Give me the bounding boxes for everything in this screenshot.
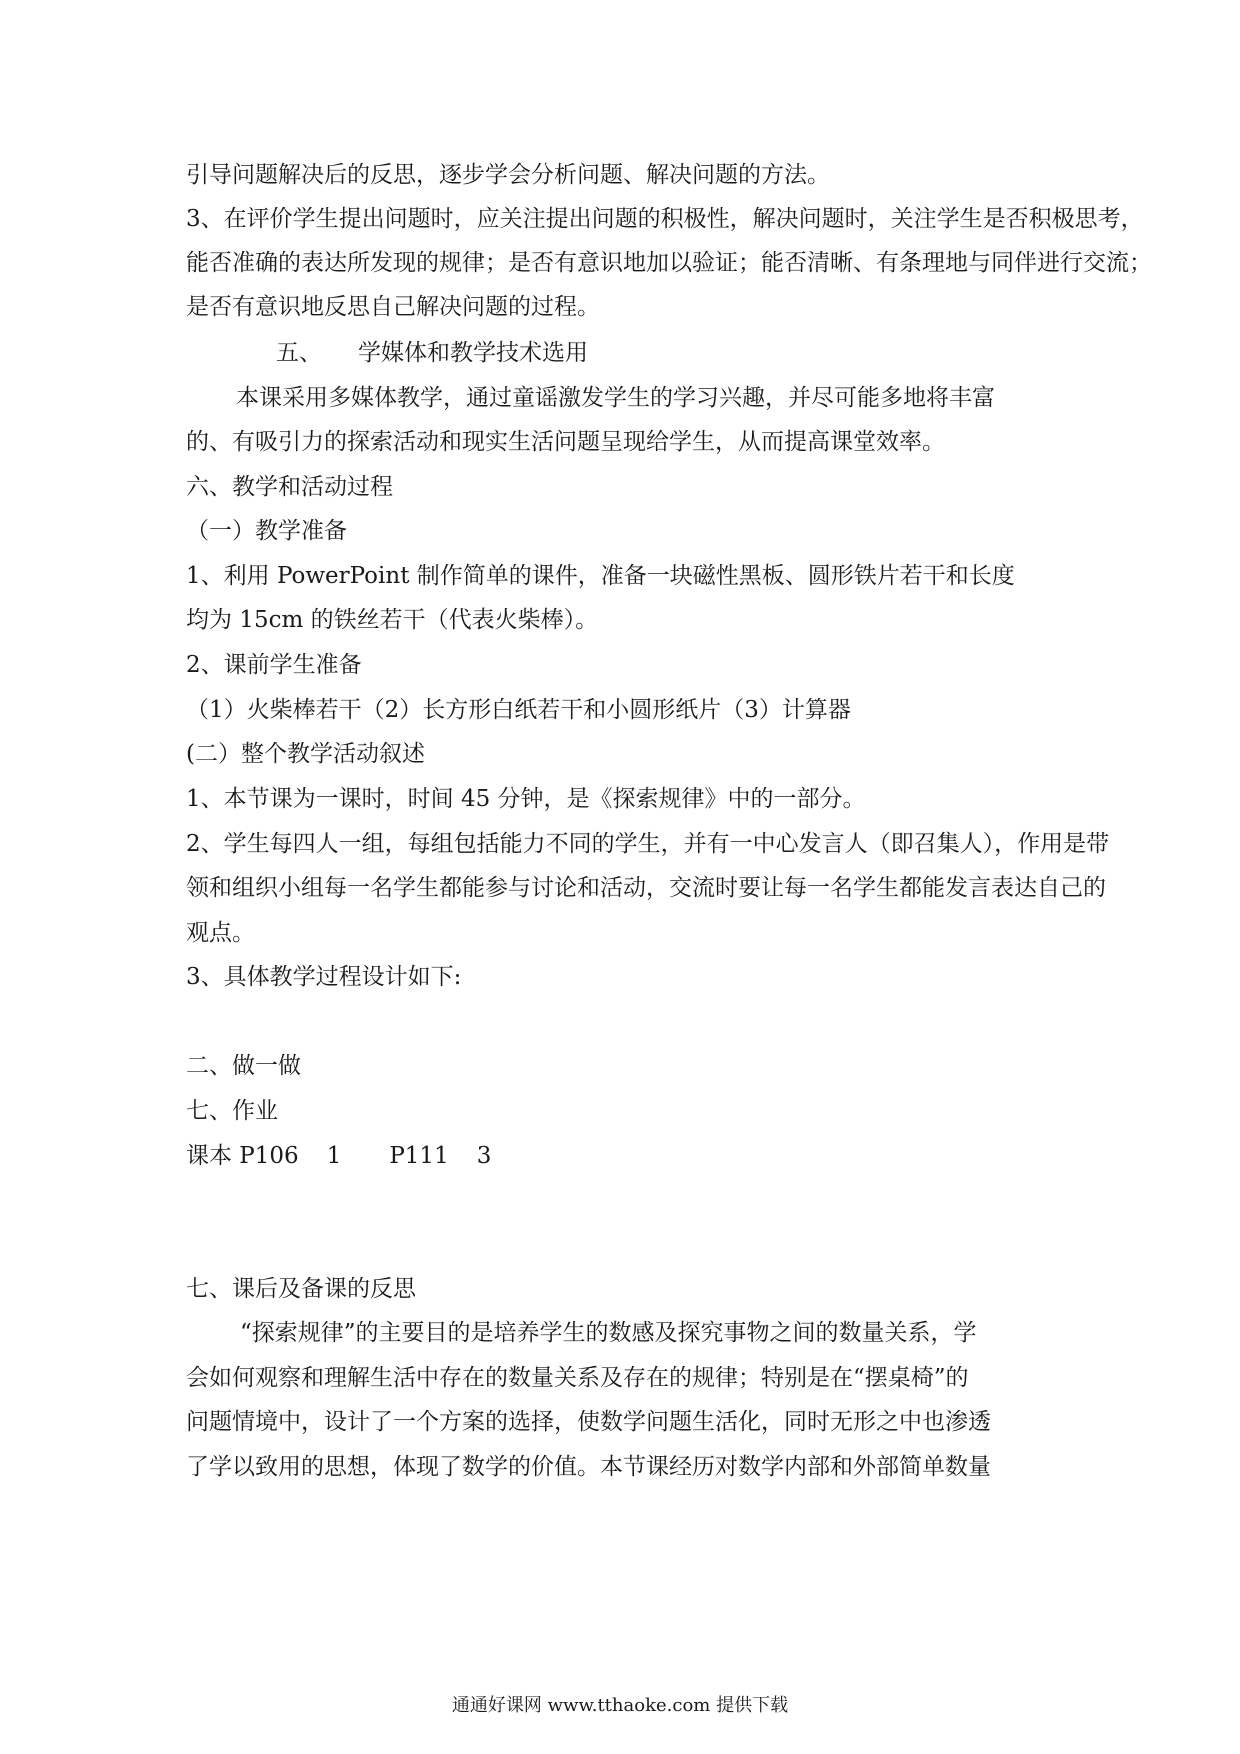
text-line: 3、在评价学生提出问题时，应关注提出问题的积极性，解决问题时，关注学生是否积极思考，: [186, 206, 1144, 232]
subsection-heading: （一）教学准备: [186, 518, 347, 544]
homework-part: P111: [389, 1143, 449, 1169]
text-line: 2、学生每四人一组，每组包括能力不同的学生，并有一中心发言人（即召集人），作用是带: [186, 831, 1110, 857]
text-line: （1）火柴棒若干（2）长方形白纸若干和小圆形纸片（3）计算器: [186, 697, 851, 723]
text-line: 2、课前学生准备: [186, 652, 362, 678]
section-title: 学媒体和教学技术选用: [358, 340, 588, 366]
homework-part: 3: [476, 1143, 492, 1169]
homework-content: [186, 1141, 519, 1171]
text-line: 了学以致用的思想，体现了数学的价值。本节课经历对数学内部和外部简单数量: [186, 1454, 991, 1480]
page-footer: 通通好课网 www.tthaoke.com 提供下载: [451, 1695, 789, 1716]
text-line: 本课采用多媒体教学，通过童谣激发学生的学习兴趣，并尽可能多地将丰富: [236, 385, 995, 411]
text-line: 是否有意识地反思自己解决问题的过程。: [186, 294, 600, 320]
text-line: 1、本节课为一课时，时间 45 分钟，是《探索规律》中的一部分。: [186, 786, 866, 812]
text-line: 3、具体教学过程设计如下:: [186, 964, 462, 990]
section-heading-5: [276, 338, 588, 368]
text-line: 均为 15cm 的铁丝若干（代表火柴棒）。: [186, 607, 599, 633]
homework-part: 1: [326, 1143, 342, 1169]
section-heading: 二、做一做: [186, 1053, 301, 1079]
text-line: 观点。: [186, 920, 255, 946]
homework-heading: 七、作业: [186, 1098, 278, 1124]
subsection-heading: (二）整个教学活动叙述: [186, 741, 425, 767]
text-line: 领和组织小组每一名学生都能参与讨论和活动，交流时要让每一名学生都能发言表达自己的: [186, 875, 1106, 901]
section-heading-6: 六、教学和活动过程: [186, 474, 393, 500]
text-line: 能否准确的表达所发现的规律；是否有意识地加以验证；能否清晰、有条理地与同伴进行交流；: [186, 250, 1152, 276]
text-line: 问题情境中，设计了一个方案的选择，使数学问题生活化，同时无形之中也渗透: [186, 1409, 991, 1435]
text-line: 会如何观察和理解生活中存在的数量关系及存在的规律；特别是在“摆桌椅”的: [186, 1365, 969, 1391]
reflection-heading: 七、课后及备课的反思: [186, 1276, 416, 1302]
text-line: 引导问题解决后的反思，逐步学会分析问题、解决问题的方法。: [186, 162, 830, 188]
text-line: “探索规律”的主要目的是培养学生的数感及探究事物之间的数量关系，学: [240, 1320, 977, 1346]
homework-part: 课本 P106: [186, 1143, 299, 1169]
section-number: 五、: [276, 340, 322, 366]
text-line: 1、利用 PowerPoint 制作简单的课件，准备一块磁性黑板、圆形铁片若干和长度: [186, 563, 1015, 589]
text-line: 的、有吸引力的探索活动和现实生活问题呈现给学生，从而提高课堂效率。: [186, 429, 945, 455]
